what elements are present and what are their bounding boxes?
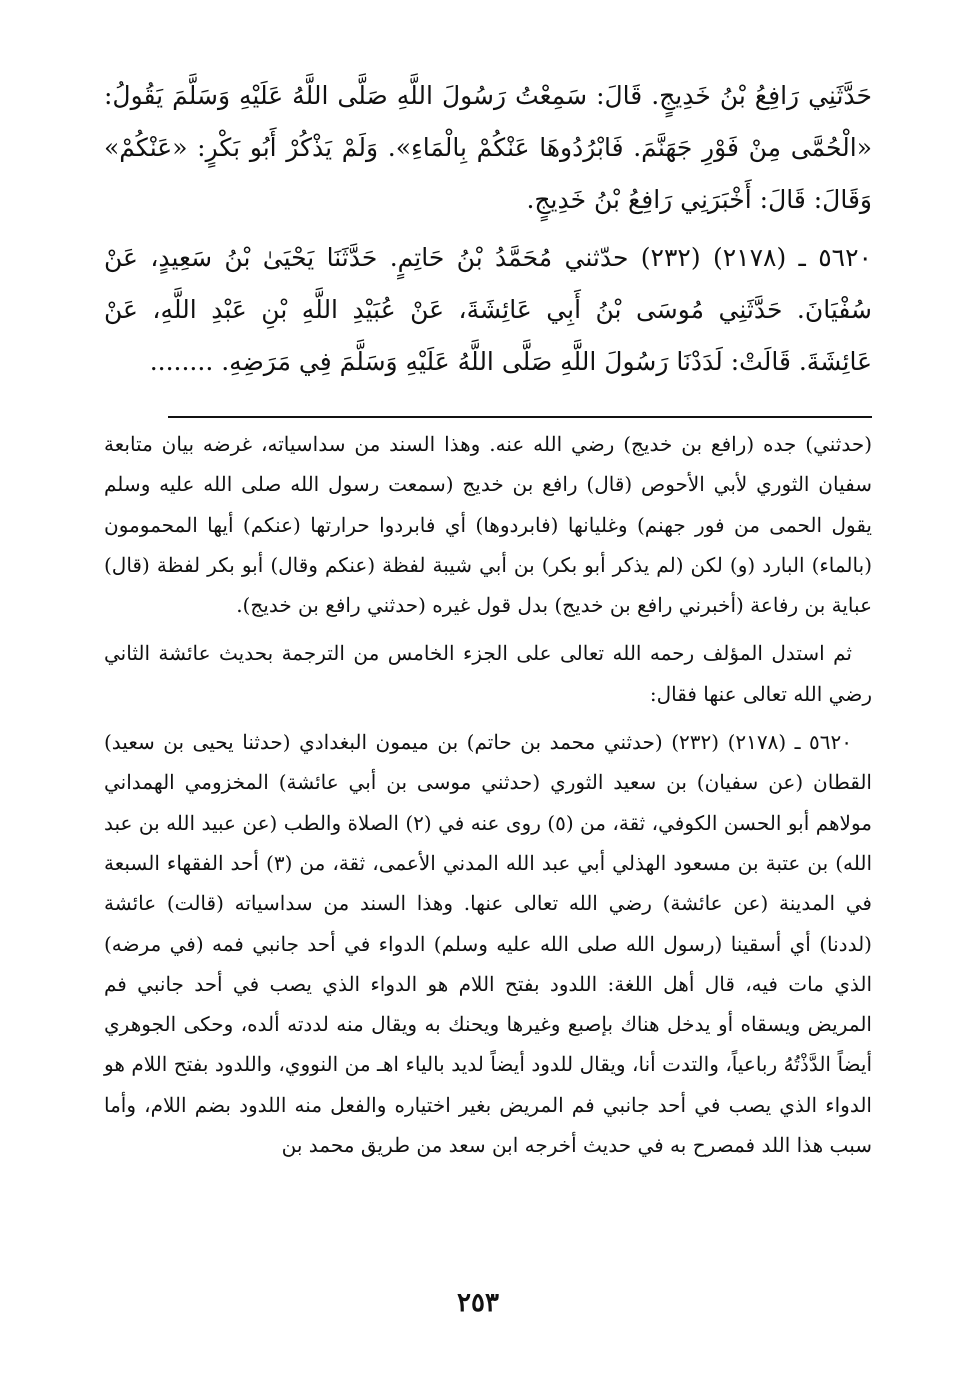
commentary-paragraph: (حدثني) جده (رافع بن خديج) رضي الله عنه. وهذا السند من سداسياته، غرضه بيان متابعة سفيان الثوري لأبي الأحوص (قال) رافع بن خديج (سمعت رسول الله صلى الله عليه وسلم يقول الحمى من فور جهنم) وغليانها (فابردوها) أي فابردوا حرارتها (عنكم) أيها المحمومون (بالماء) البارد (و) لكن (لم يذكر أبو بكر) بن أبي شيبة لفظة (عنكم وقال) أبو بكر لفظة (قال) عباية بن رفاعة (أخبرني رافع بن خديج) بدل قول غيره (حدثني رافع بن خديج). <box>104 432 872 618</box>
hadith-paragraph: ٥٦٢٠ ـ (٢١٧٨) (٢٣٢) حدّثني مُحَمَّدُ بْنُ حَاتِمٍ. حَدَّثَنَا يَحْيَىٰ بْنُ سَعِيدٍ، عَنْ سُفْيَانَ. حَدَّثَنِي مُوسَى بْنُ أَبِي عَائِشَةَ، عَنْ عُبَيْدِ اللَّهِ بْنِ عَبْدِ اللَّهِ، عَنْ عَائِشَةَ. قَالَتْ: لَدَدْنَا رَسُولَ اللَّهِ صَلَّى اللَّهُ عَلَيْهِ وَسَلَّمَ فِي مَرَضِهِ. ........ <box>104 243 872 376</box>
commentary-section <box>104 424 872 1165</box>
commentary-paragraph: ٥٦٢٠ ـ (٢١٧٨) (٢٣٢) (حدثني محمد بن حاتم) بن ميمون البغدادي (حدثنا يحيى بن سعيد) القطان (عن سفيان) بن سعيد الثوري (حدثني موسى بن أبي عائشة) المخزومي الهمداني مولاهم أبو الحسن الكوفي، ثقة، من (٥) روى عنه في (٢) الصلاة والطب (عن عبيد الله بن عبد الله) بن عتبة بن مسعود الهذلي أبي عبد الله المدني الأعمى، ثقة، من (٣) أحد الفقهاء السبعة في المدينة (عن عائشة) رضي الله تعالى عنها. وهذا السند من سداسياته (قالت) عائشة (لددنا) أي أسقينا (رسول الله صلى الله عليه وسلم) الدواء في أحد جانبي فمه (في مرضه) الذي مات فيه، قال أهل اللغة: اللدود بفتح اللام هو الدواء الذي يصب في أحد جانبي فم المريض ويسقاه أو يدخل هناك بإصبع وغيرها ويحنك به ويقال منه لددته ألده، وحكى الجوهري أيضاً الدَّذْتُهُ رباعياً، والتدت أنا، ويقال للدود أيضاً لديد بالياء اهـ من النووي، واللدود بفتح اللام هو الدواء الذي يصب في أحد جانبي فم المريض بغير اختياره والفعل منه اللدود بضم اللام، وأما سبب هذا اللد فمصرح به في حديث أخرجه ابن سعد من طريق محمد بن <box>104 730 873 1158</box>
section-divider <box>168 416 872 418</box>
hadith-paragraph: حَدَّثَنِي رَافِعُ بْنُ خَدِيجٍ. قَالَ: سَمِعْتُ رَسُولَ اللَّهِ صَلَّى اللَّهُ عَلَيْهِ وَسَلَّمَ يَقُولُ: «الْحُمَّى مِنْ فَوْرِ جَهَنَّمَ. فَابْرُدُوهَا عَنْكُمْ بِالْمَاءِ». وَلَمْ يَذْكُرْ أَبُو بَكْرٍ: «عَنْكُمْ» وَقَالَ: قَالَ: أَخْبَرَنِي رَافِعُ بْنُ خَدِيجٍ. <box>104 81 872 214</box>
hadith-text-section <box>104 70 872 388</box>
commentary-paragraph: ثم استدل المؤلف رحمه الله تعالى على الجزء الخامس من الترجمة بحديث عائشة الثاني رضي الله تعالى عنها فقال: <box>104 641 872 706</box>
page-number: ٢٥٣ <box>457 1288 499 1318</box>
